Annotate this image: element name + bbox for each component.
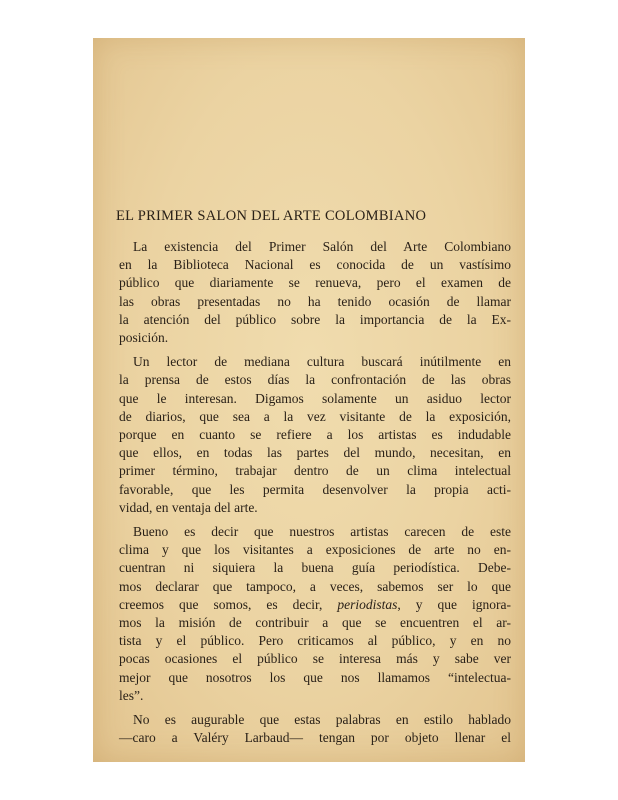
chapter-title: EL PRIMER SALON DEL ARTE COLOMBIANO <box>116 208 427 224</box>
text-line: creemos que somos, es decir, periodistas, y que ignora- <box>119 596 511 612</box>
book-page <box>93 38 525 762</box>
text-line: Bueno es decir que nuestros artistas carecen de este <box>133 524 511 540</box>
text-line: vidad, en ventaja del arte. <box>119 499 258 515</box>
paragraph <box>119 238 511 347</box>
text-line: público que diariamente se renueva, pero el examen de <box>119 275 511 291</box>
body-text <box>119 238 511 753</box>
text-line: porque en cuanto se refiere a los artistas es indudable <box>119 427 511 443</box>
text-line: las obras presentadas no ha tenido ocasión de llamar <box>119 293 511 309</box>
text-line: mos la misión de contribuir a que se encuentren el ar- <box>119 615 511 631</box>
text-line: tista y el público. Pero criticamos al público, y en no <box>119 633 511 649</box>
paragraph <box>119 711 511 747</box>
text-line: clima y que los visitantes a exposiciones de arte no en- <box>119 542 511 558</box>
text-line: que le interesan. Digamos solamente un asiduo lector <box>119 390 511 406</box>
text-line: que ellos, en todas las partes del mundo, necesitan, en <box>119 445 511 461</box>
text-line: mejor que nosotros los que nos llamamos “intelectua- <box>119 669 511 685</box>
text-line: pocas ocasiones el público se interesa más y sabe ver <box>119 651 511 667</box>
text-line: Un lector de mediana cultura buscará inútilmente en <box>133 354 511 370</box>
text-line: mos declarar que tampoco, a veces, sabemos ser lo que <box>119 578 511 594</box>
emphasis: periodistas <box>337 596 398 612</box>
text-line: de diarios, que sea a la vez visitante de la exposición, <box>119 408 511 424</box>
text-line: —caro a Valéry Larbaud— tengan por objeto llenar el <box>119 730 511 746</box>
text-line: en la Biblioteca Nacional es conocida de un vastísimo <box>119 257 511 273</box>
text-line: posición. <box>119 330 169 346</box>
text-line: favorable, que les permita desenvolver la propia acti- <box>119 481 511 497</box>
text-line: la atención del público sobre la importancia de la Ex- <box>119 311 511 327</box>
text-line: La existencia del Primer Salón del Arte Colombiano <box>133 239 511 254</box>
paragraph <box>119 353 511 517</box>
paragraph <box>119 523 511 705</box>
text-line: la prensa de estos días la confrontación de las obras <box>119 372 511 388</box>
text-line: No es augurable que estas palabras en estilo hablado <box>133 712 511 728</box>
text-line: cuentran ni siquiera la buena guía periodística. Debe- <box>119 560 511 576</box>
text-line: primer término, trabajar dentro de un clima intelectual <box>119 463 511 479</box>
text-line: les”. <box>119 687 144 703</box>
